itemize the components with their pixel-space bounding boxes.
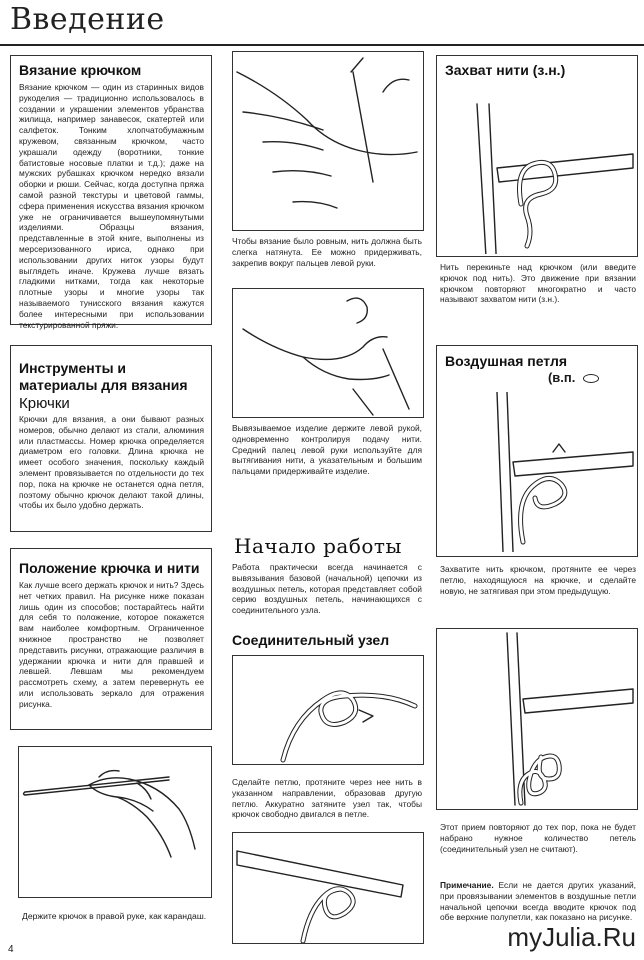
watermark-logo: myJulia.Ru	[507, 922, 636, 952]
figure-chain-stitch-box	[436, 345, 638, 557]
illustration-chain-stitch	[437, 392, 637, 552]
section-text-start: Работа практически всегда начинается с вывязывания базовой (начальной) цепочки из воздушных петель, которая представляет собой серию воздушных петель, начинающихся с соединительного узла.	[232, 562, 422, 616]
heading-chain-stitch: Воздушная петля	[445, 353, 568, 369]
page-number: 4	[8, 944, 14, 955]
figure-chain-repeat-box	[436, 628, 638, 810]
figure-slip-knot-a	[232, 655, 424, 765]
caption-slip-knot: Сделайте петлю, протяните через нее нить в указанном направлении, образовав другую петлю. Аккуратно затяните узел так, чтобы крючок свободно двигался в петле.	[232, 777, 422, 820]
section-heading-position: Положение крючка и нити	[19, 560, 200, 576]
caption-chain-repeat: Этот прием повторяют до тех пор, пока не будет набрано нужное количество петель (соединительный узел не считают).	[440, 822, 636, 854]
illustration-left-hand-thread	[233, 52, 423, 230]
section-position-box	[10, 548, 212, 730]
figure-yarn-over-box	[436, 55, 638, 257]
page-title: Введение	[10, 2, 165, 37]
chain-stitch-symbol-icon	[583, 374, 599, 383]
chain-stitch-abbr	[445, 370, 629, 385]
caption-thread-tension: Чтобы вязание было ровным, нить должна быть слегка натянута. Ее можно придерживать, закрепив вокруг пальцев левой руки.	[232, 236, 422, 268]
caption-chain-stitch: Захватите нить крючком, протяните ее через петлю, находящуюся на крючке, и сделайте новую, не затягивая при этом предыдущую.	[440, 564, 636, 596]
note-text: Если не дается других указаний, при провязывании элементов в воздушные петли начальной цепочки всегда вводите крючок под обе верхние полупетли, как показано на рисунке.	[440, 880, 637, 923]
heading-yarn-over: Захват нити (з.н.)	[445, 62, 566, 78]
figure-caption-hand: Держите крючок в правой руке, как карандаш.	[22, 911, 207, 921]
illustration-chain-repeat	[437, 629, 637, 809]
section-title-start: Начало работы	[234, 534, 402, 558]
section-heading-tools: Инструменты и материалы для вязания	[19, 360, 188, 393]
illustration-hand-holding-hook	[19, 747, 211, 897]
illustration-slip-knot-b	[233, 833, 423, 943]
section-text-crochet: Вязание крючком — один из старинных видов рукоделия — традиционно использовалось в создании и украшении элементов убранства жилища, например занавесок, скатертей или салфеток. Тонким хлопчатобумажным кружевом, связанным крючком, часто украшали одежду (воротники, тонкие батистовые носовые платки и т.д.); даже на мужских рубашках крючком нередко вязали оборки и рюши. Сейчас, когда доступна пряжа самой разной текстуры и цветовой гаммы, сфера применения искусства вязания крючком уже не ограничивается вышеупомянутыми изделиями. Образцы вязания, представленные в этой книге, выполнены из мерсеризованного ириса, однако при использовании других ниток узоры будут выглядеть иначе. Кружева лучше вязать гладкими нитками, тогда как некоторые плотные узоры и многие узоры так называемого тунисского вязания кажутся более интересными при использовании текстурированной пряжи.	[19, 82, 204, 330]
heading-slip-knot: Соединительный узел	[232, 632, 390, 648]
section-text-tools: Крючки для вязания, а они бывают разных номеров, обычно делают из стали, алюминия или пластмассы. Номер крючка определяется диаметром его головки. Длина крючка не имеет особого значения, поскольку каждый элемент провязывается по отдельности до тех пор, пока на крючке не останется одна петля, поэтому обычно крючок делают такой длины, чтобы их было удобно держать.	[19, 414, 204, 511]
section-tools-box	[10, 345, 212, 532]
illustration-holding-work	[233, 289, 423, 417]
caption-yarn-over: Нить перекиньте над крючком (или введите крючок под нить). Это движение при вязании крючком повторяют многократно и часто называют захватом нити (з.н.).	[440, 262, 636, 305]
subheading-hooks: Крючки	[19, 395, 70, 412]
figure-slip-knot-b	[232, 832, 424, 944]
section-heading-crochet: Вязание крючком	[19, 62, 142, 78]
note-label: Примечание.	[440, 880, 494, 890]
figure-holding-work	[232, 288, 424, 418]
illustration-slip-knot-a	[233, 656, 423, 764]
figure-hand-hook-box	[18, 746, 212, 898]
illustration-yarn-over	[437, 84, 637, 254]
figure-left-hand-thread	[232, 51, 424, 231]
chain-stitch-abbr-text: (в.п.	[547, 370, 576, 385]
caption-holding-work: Вывязываемое изделие держите левой рукой, одновременно контролируя подачу нити. Средний палец левой руки используйте для вытягивания нити, а указательным и большим пальцами придерживайте изделие.	[232, 423, 422, 477]
title-divider	[0, 44, 644, 46]
note-block	[440, 880, 636, 923]
section-crochet-box	[10, 55, 212, 330]
section-text-position: Как лучше всего держать крючок и нить? Здесь нет четких правил. На рисунке ниже показан лишь один из способов; постарайтесь найти для себя то положение, которое покажется вам наиболее комфортным. Ограниченное книжное пространство не позволяет представить рисунки, отражающие различия в удержании крючка и нити для правшей и левшей. Левшам мы рекомендуем рассмотреть схему, а затем перевернуть ее или использовать зеркало для отражения рисунка.	[19, 580, 204, 709]
